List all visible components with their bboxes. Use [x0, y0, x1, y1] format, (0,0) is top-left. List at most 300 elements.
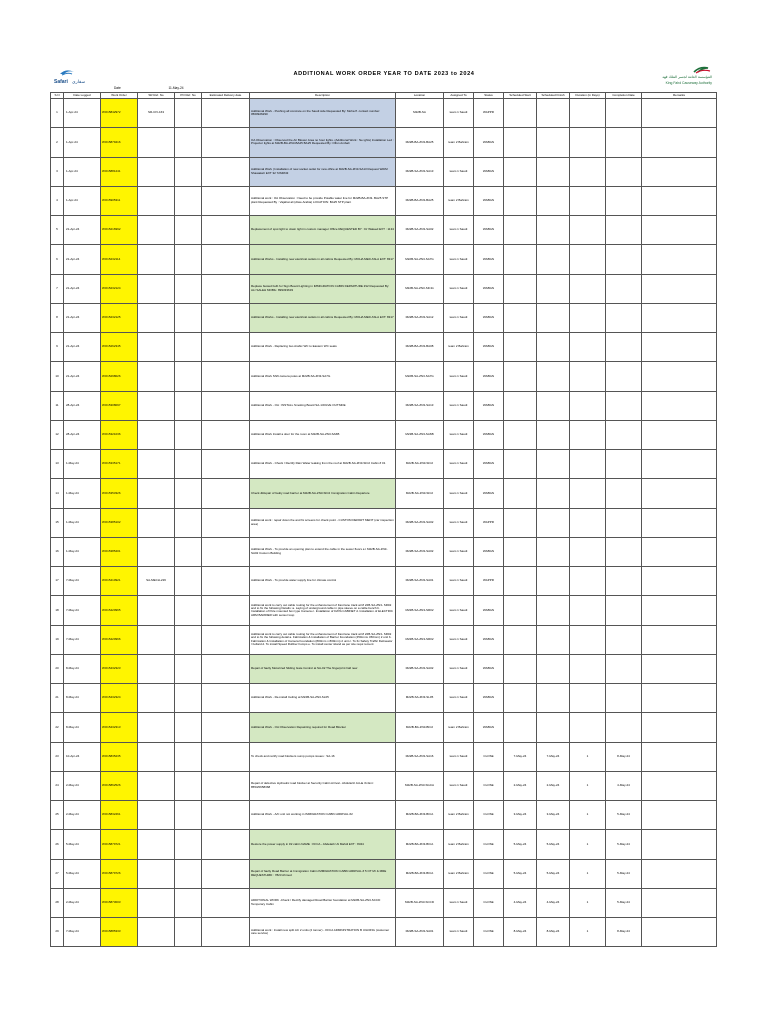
po-ref-cell	[175, 742, 202, 771]
description-cell: Additional work : OA Observation : Need to be provide Potable water line for M22B-BA-ZN3- BA25 STP plant Requested By : Vajahat ali (Alwe Arabia) LOCATION: BA25 STP plant	[250, 186, 396, 215]
status-cell: WABGN	[474, 362, 504, 391]
date-logged-cell: 21-Apr-24	[64, 216, 101, 245]
scheduled-start-cell	[504, 508, 537, 537]
sn-cell: 7	[51, 274, 64, 303]
duration-cell: 1	[570, 742, 606, 771]
completion-date-cell	[606, 537, 642, 566]
scheduled-start-cell: 3-May-24	[504, 801, 537, 830]
delivery-date-cell	[202, 186, 250, 215]
scheduled-start-cell	[504, 391, 537, 420]
po-ref-cell	[175, 567, 202, 596]
completion-date-cell	[606, 654, 642, 683]
table-row	[51, 128, 717, 157]
sr-ref-cell	[138, 654, 175, 683]
assigned-to-cell: team 1 Saudi	[444, 157, 474, 186]
scheduled-finish-cell	[537, 420, 570, 449]
status-cell: WABGN	[474, 391, 504, 420]
po-ref-cell	[175, 450, 202, 479]
remarks-cell	[642, 625, 717, 654]
assigned-to-cell: team 1 Saudi	[444, 245, 474, 274]
duration-cell	[570, 274, 606, 303]
description-cell: Repair of defective Hydraulic road blocker at Security Cabin Arrival - Abdulaziz Al-Ha rbi Ext : 8553/0658368	[250, 771, 396, 800]
status-cell: WABGN	[474, 274, 504, 303]
work-order-cell: WO15432313	[101, 713, 138, 742]
assigned-to-cell: team 1 Saudi	[444, 216, 474, 245]
scheduled-finish-cell	[537, 654, 570, 683]
column-header: Location	[396, 93, 444, 99]
delivery-date-cell	[202, 859, 250, 888]
duration-cell: 1	[570, 830, 606, 859]
location-cell: M22B-BA-ZN3-BA08	[396, 333, 444, 362]
location-cell: M22B-SA-ZN3-SA02	[396, 508, 444, 537]
remarks-cell	[642, 128, 717, 157]
scheduled-start-cell	[504, 128, 537, 157]
sn-cell: 2	[51, 128, 64, 157]
completion-date-cell	[606, 625, 642, 654]
location-cell: M22B-BA-ZN3-BICA	[396, 859, 444, 888]
status-cell: WAPPR	[474, 99, 504, 128]
description-cell: Additional Work - Check / Rectify Rain Water leaking from the roof at M22B-SA-ZN3-SIC2 Cabin # 01	[250, 450, 396, 479]
assigned-to-cell: team 1 Saudi	[444, 391, 474, 420]
scheduled-start-cell	[504, 479, 537, 508]
right-logo-english: King Fahd Causeway Authority	[665, 81, 712, 85]
sr-ref-cell	[138, 801, 175, 830]
sr-ref-cell	[138, 128, 175, 157]
completion-date-cell	[606, 567, 642, 596]
sn-cell: 14	[51, 479, 64, 508]
location-cell: M22B-SA-ZN3-SA01	[396, 567, 444, 596]
table-row	[51, 420, 717, 449]
sn-cell: 22	[51, 713, 64, 742]
po-ref-cell	[175, 245, 202, 274]
description-cell: Additional Work - Replacing two Arabic WC to Eastern WC seats	[250, 333, 396, 362]
table-row	[51, 771, 717, 800]
po-ref-cell	[175, 186, 202, 215]
remarks-cell	[642, 157, 717, 186]
location-cell: M22B-SA-ZN3-SA13	[396, 157, 444, 186]
scheduled-finish-cell	[537, 625, 570, 654]
table-row	[51, 654, 717, 683]
column-header: SR Ref. No	[138, 93, 175, 99]
table-row	[51, 479, 717, 508]
po-ref-cell	[175, 596, 202, 625]
po-ref-cell	[175, 128, 202, 157]
delivery-date-cell	[202, 625, 250, 654]
work-order-cell: WO15881241	[101, 157, 138, 186]
status-cell: WABGN	[474, 537, 504, 566]
scheduled-finish-cell	[537, 333, 570, 362]
delivery-date-cell	[202, 274, 250, 303]
location-cell: M22B-SA-ZN3-SA02	[396, 537, 444, 566]
assigned-to-cell: team 1 Saudi	[444, 742, 474, 771]
location-cell: M22B-SA-ZN3-SIC2	[396, 450, 444, 479]
delivery-date-cell	[202, 333, 250, 362]
sn-cell: 6	[51, 245, 64, 274]
description-cell: OA Observation : Observed the Air Blower Area no hour lights. (Additional Work : Ne ights) Installation Led : Projector lights at M22B-BA-ZN3-BA25 BA25 Requested By: Olfun Ambali	[250, 128, 396, 157]
scheduled-start-cell: 4-May-24	[504, 888, 537, 917]
work-order-cell: WO15879726	[101, 859, 138, 888]
table-row	[51, 274, 717, 303]
assigned-to-cell: team 1 Saudi	[444, 771, 474, 800]
duration-cell: 1	[570, 801, 606, 830]
assigned-to-cell: team 1 Saudi	[444, 508, 474, 537]
duration-cell	[570, 157, 606, 186]
sr-ref-cell	[138, 918, 175, 947]
completion-date-cell: 5-May-24	[606, 801, 642, 830]
scheduled-finish-cell: 5-May-24	[537, 859, 570, 888]
scheduled-finish-cell	[537, 596, 570, 625]
column-header: Completion Date	[606, 93, 642, 99]
status-cell: WABGN	[474, 186, 504, 215]
completion-date-cell	[606, 303, 642, 332]
duration-cell	[570, 508, 606, 537]
work-order-cell: WO15385102	[101, 508, 138, 537]
table-row	[51, 186, 717, 215]
status-cell: CLOSE	[474, 771, 504, 800]
scheduled-finish-cell	[537, 303, 570, 332]
sr-ref-cell	[138, 245, 175, 274]
scheduled-finish-cell	[537, 479, 570, 508]
description-cell: Additional Works - Installing new electrical outlets in all cabins Requested By: MOHA MED ASLA EXT: 8317	[250, 303, 396, 332]
assigned-to-cell: team 1 Saudi	[444, 625, 474, 654]
scheduled-start-cell: 5-May-24	[504, 830, 537, 859]
date-logged-cell: 21-Apr-24	[64, 245, 101, 274]
date-logged-cell: 1-Apr-24	[64, 157, 101, 186]
remarks-cell	[642, 99, 717, 128]
location-cell: M22B-SA-ZN3-SA7G	[396, 362, 444, 391]
date-logged-cell: 10-Apr-24	[64, 742, 101, 771]
delivery-date-cell	[202, 420, 250, 449]
sn-cell: 27	[51, 859, 64, 888]
status-cell: WABGN	[474, 713, 504, 742]
completion-date-cell	[606, 450, 642, 479]
scheduled-finish-cell: 7-May-24	[537, 742, 570, 771]
work-order-cell: WO15298026	[101, 362, 138, 391]
scheduled-start-cell	[504, 245, 537, 274]
remarks-cell	[642, 830, 717, 859]
assigned-to-cell: team 1 Saudi	[444, 537, 474, 566]
scheduled-start-cell	[504, 537, 537, 566]
column-header: Remarks	[642, 93, 717, 99]
sr-ref-cell	[138, 888, 175, 917]
work-order-cell: WO15216992	[101, 216, 138, 245]
work-order-table	[50, 92, 717, 947]
completion-date-cell	[606, 186, 642, 215]
delivery-date-cell	[202, 596, 250, 625]
column-header: Scheduled Finish	[537, 93, 570, 99]
po-ref-cell	[175, 333, 202, 362]
column-header: Duration (in Days)	[570, 93, 606, 99]
location-cell: M22B-SA-ZN3-SA12	[396, 303, 444, 332]
table-row	[51, 684, 717, 713]
status-cell: WAPPR	[474, 567, 504, 596]
scheduled-finish-cell	[537, 508, 570, 537]
location-cell: M22B-BA-ZN3-BICA	[396, 830, 444, 859]
duration-cell	[570, 216, 606, 245]
scheduled-start-cell: 7-May-24	[504, 742, 537, 771]
scheduled-finish-cell	[537, 391, 570, 420]
sn-cell: 8	[51, 303, 64, 332]
delivery-date-cell	[202, 479, 250, 508]
remarks-cell	[642, 216, 717, 245]
location-cell: M22B-SA-ZN3-SIC2	[396, 479, 444, 508]
duration-cell	[570, 713, 606, 742]
status-cell: WAPPR	[474, 508, 504, 537]
description-cell: Additional Work - OA : INSTALL Smoking Board SA-13OLVE OUTSIDE	[250, 391, 396, 420]
sr-ref-cell	[138, 684, 175, 713]
date-logged-cell: 5-May-24	[64, 830, 101, 859]
work-order-cell: WO15262345	[101, 333, 138, 362]
sr-ref-cell	[138, 713, 175, 742]
work-order-cell: WO15842972	[101, 99, 138, 128]
work-order-cell: WO15308097	[101, 391, 138, 420]
duration-cell	[570, 537, 606, 566]
po-ref-cell	[175, 859, 202, 888]
location-cell: M22B-BA-ZN3-BA25	[396, 186, 444, 215]
table-row	[51, 801, 717, 830]
po-ref-cell	[175, 508, 202, 537]
sn-cell: 15	[51, 508, 64, 537]
work-order-cell: WO15420965	[101, 596, 138, 625]
duration-cell: 1	[570, 918, 606, 947]
remarks-cell	[642, 391, 717, 420]
status-cell: WABGN	[474, 216, 504, 245]
location-cell: M22B-SA-ZN3-SR02	[396, 596, 444, 625]
assigned-to-cell: team 1 Saudi	[444, 654, 474, 683]
delivery-date-cell	[202, 128, 250, 157]
location-cell: M22B-BA-ZN3-BIC2	[396, 713, 444, 742]
table-row	[51, 333, 717, 362]
work-order-cell: WO15835235	[101, 742, 138, 771]
duration-cell	[570, 186, 606, 215]
remarks-cell	[642, 186, 717, 215]
po-ref-cell	[175, 654, 202, 683]
sn-cell: 5	[51, 216, 64, 245]
remarks-cell	[642, 918, 717, 947]
remarks-cell	[642, 771, 717, 800]
remarks-cell	[642, 303, 717, 332]
date-logged-cell: 1-Apr-24	[64, 99, 101, 128]
work-order-cell: WO15353326	[101, 479, 138, 508]
delivery-date-cell	[202, 391, 250, 420]
location-cell: M22B-SA-ZN3-SA6B	[396, 420, 444, 449]
work-order-cell: WO15420966	[101, 625, 138, 654]
table-row	[51, 713, 717, 742]
sn-cell: 18	[51, 596, 64, 625]
description-cell: Additional work : repair down the and fix screens for check point - CUSTOM DEPART MENT (car inspection area)	[250, 508, 396, 537]
sn-cell: 20	[51, 654, 64, 683]
assigned-to-cell: team 1 Saudi	[444, 479, 474, 508]
completion-date-cell	[606, 420, 642, 449]
po-ref-cell	[175, 99, 202, 128]
duration-cell	[570, 420, 606, 449]
description-cell: To check and rectify road blockers sump pumps issues : SA-16	[250, 742, 396, 771]
description-cell: Additional Work - To provide an opening plan to extend the cable in the sewer floors a t M22B-SA-ZN3-SA02 Custom Building	[250, 537, 396, 566]
duration-cell	[570, 567, 606, 596]
assigned-to-cell: team 1 Saudi	[444, 362, 474, 391]
table-row	[51, 508, 717, 537]
po-ref-cell	[175, 888, 202, 917]
scheduled-start-cell	[504, 625, 537, 654]
location-cell: M22B-SA-ZN3-SIC11	[396, 274, 444, 303]
remarks-cell	[642, 713, 717, 742]
location-cell: M22B-SA-ZN3-SR02	[396, 625, 444, 654]
scheduled-finish-cell: 5-May-24	[537, 830, 570, 859]
sr-ref-cell	[138, 830, 175, 859]
assigned-to-cell: team 1 Saudi	[444, 567, 474, 596]
date-logged-cell: 21-Apr-24	[64, 274, 101, 303]
sn-cell: 12	[51, 420, 64, 449]
description-cell: Additional Work - Re-install Ceiling at M22B-SA-ZN3-SL05	[250, 684, 396, 713]
delivery-date-cell	[202, 245, 250, 274]
location-cell: M22B-SA-ZN3-SGCA	[396, 771, 444, 800]
po-ref-cell	[175, 684, 202, 713]
scheduled-finish-cell	[537, 567, 570, 596]
scheduled-finish-cell	[537, 713, 570, 742]
scheduled-finish-cell	[537, 245, 570, 274]
status-cell: WABGN	[474, 625, 504, 654]
status-cell: WABGN	[474, 479, 504, 508]
delivery-date-cell	[202, 303, 250, 332]
delivery-date-cell	[202, 567, 250, 596]
work-order-cell: WO15885333	[101, 918, 138, 947]
work-order-cell: WO15335171	[101, 450, 138, 479]
description-cell: Restore the power supply in #2 cabin NAME : KFCA - Abdelaziz Al Mahdi EXT : 8344	[250, 830, 396, 859]
date-logged-cell: 2-May-24	[64, 771, 101, 800]
status-cell: CLOSE	[474, 801, 504, 830]
completion-date-cell	[606, 596, 642, 625]
scheduled-start-cell	[504, 684, 537, 713]
status-cell: WABGN	[474, 245, 504, 274]
date-logged-cell: 28-Apr-24	[64, 391, 101, 420]
sr-ref-cell	[138, 157, 175, 186]
sr-ref-cell: SR-CIV-163	[138, 99, 175, 128]
column-header: Estimated Delivery date	[202, 93, 250, 99]
delivery-date-cell	[202, 830, 250, 859]
sn-cell: 9	[51, 333, 64, 362]
po-ref-cell	[175, 537, 202, 566]
date-logged-cell: 21-Apr-24	[64, 333, 101, 362]
table-row	[51, 216, 717, 245]
scheduled-finish-cell: 4-May-24	[537, 888, 570, 917]
po-ref-cell	[175, 420, 202, 449]
scheduled-start-cell	[504, 333, 537, 362]
work-order-cell: WO15432324	[101, 684, 138, 713]
po-ref-cell	[175, 713, 202, 742]
sr-ref-cell	[138, 450, 175, 479]
date-value: 11-May-24	[168, 86, 184, 90]
duration-cell	[570, 391, 606, 420]
description-cell: Additional Work - To provide water supply line for climate control	[250, 567, 396, 596]
status-cell: WABGN	[474, 596, 504, 625]
status-cell: WABGN	[474, 684, 504, 713]
column-header: Scheduled Start	[504, 93, 537, 99]
scheduled-start-cell: 2-May-24	[504, 771, 537, 800]
remarks-cell	[642, 333, 717, 362]
status-cell: WABGN	[474, 654, 504, 683]
right-logo-arabic: المؤسسة العامة لجسر الملك فهد	[662, 75, 712, 79]
work-order-cell: WO15879721	[101, 830, 138, 859]
assigned-to-cell: team 2 Bahrain	[444, 859, 474, 888]
remarks-cell	[642, 596, 717, 625]
date-label: Date	[114, 86, 121, 90]
assigned-to-cell: team 1 Saudi	[444, 420, 474, 449]
assigned-to-cell: team 2 Bahrain	[444, 186, 474, 215]
duration-cell	[570, 596, 606, 625]
sn-cell: 25	[51, 801, 64, 830]
sn-cell: 24	[51, 771, 64, 800]
po-ref-cell	[175, 801, 202, 830]
remarks-cell	[642, 479, 717, 508]
sr-ref-cell	[138, 362, 175, 391]
sn-cell: 11	[51, 391, 64, 420]
po-ref-cell	[175, 625, 202, 654]
sn-cell: 1	[51, 99, 64, 128]
work-order-cell: WO15232125	[101, 303, 138, 332]
remarks-cell	[642, 859, 717, 888]
table-row	[51, 742, 717, 771]
duration-cell	[570, 128, 606, 157]
completion-date-cell	[606, 713, 642, 742]
sn-cell: 23	[51, 742, 64, 771]
description-cell: Additional Work - Pushing all concrete on the Saudi side Requested By: Moha ff. contact number: 0560926290	[250, 99, 396, 128]
remarks-cell	[642, 362, 717, 391]
status-cell: WABGN	[474, 450, 504, 479]
date-logged-cell: 21-Apr-24	[64, 303, 101, 332]
column-header: Assigned To	[444, 93, 474, 99]
page-title: ADDITIONAL WORK ORDER YEAR TO DATE 2023 to 2024	[293, 71, 475, 77]
description-cell: Additional Work Shift camera poles at M22B-SA-ZN3-SA7G	[250, 362, 396, 391]
status-cell: WABGN	[474, 157, 504, 186]
status-cell: CLOSE	[474, 859, 504, 888]
date-logged-cell: 1-May-24	[64, 508, 101, 537]
assigned-to-cell: team 1 Saudi	[444, 450, 474, 479]
scheduled-start-cell	[504, 567, 537, 596]
delivery-date-cell	[202, 537, 250, 566]
po-ref-cell	[175, 918, 202, 947]
sn-cell: 17	[51, 567, 64, 596]
delivery-date-cell	[202, 508, 250, 537]
location-cell: M22B-SA	[396, 99, 444, 128]
completion-date-cell: 5-May-24	[606, 888, 642, 917]
table-row	[51, 859, 717, 888]
scheduled-finish-cell	[537, 450, 570, 479]
scheduled-start-cell: 5-May-24	[504, 859, 537, 888]
table-row	[51, 888, 717, 917]
remarks-cell	[642, 654, 717, 683]
date-row	[114, 86, 184, 90]
location-cell: M22B-SA-ZN3-SL05	[396, 684, 444, 713]
description-cell: Additional work to carry out cable routing for the enhancement of Fast lane track at M 22B-SA-ZN3- SR02 and to fix the following detail a. Fabrication & Installation of Barrier Foundation (450mmx 450mm) 2 unit b. Fabrication & Installation of Camera Foundation (800mm x 800mm) 2 unit c. To fix Safety Traffic Delineator / bollard d. To install Speed Rubber humps e. To install center island as per site requi rement	[250, 625, 396, 654]
table-row	[51, 450, 717, 479]
date-logged-cell: 7-May-24	[64, 625, 101, 654]
location-cell: M22B-SA-ZN3-SA7G	[396, 245, 444, 274]
po-ref-cell	[175, 303, 202, 332]
duration-cell	[570, 625, 606, 654]
completion-date-cell	[606, 274, 642, 303]
description-cell: Replacement of spot light to down light in custom manager Office REQUESTED BY : Dr Waleed EXT : 1134	[250, 216, 396, 245]
status-cell: WABGN	[474, 333, 504, 362]
work-order-cell: WO15873003	[101, 888, 138, 917]
delivery-date-cell	[202, 450, 250, 479]
po-ref-cell	[175, 391, 202, 420]
sr-ref-cell	[138, 391, 175, 420]
po-ref-cell	[175, 830, 202, 859]
duration-cell	[570, 303, 606, 332]
assigned-to-cell: team 2 Bahrain	[444, 713, 474, 742]
description-cell: Repair of faulty Road Barrier at Immigration Cabin IMMIGRATION CABIN ARRIVAL # 5 OT Mr & MRE REQUESTHMD : 7823 Ahmed	[250, 859, 396, 888]
po-ref-cell	[175, 479, 202, 508]
